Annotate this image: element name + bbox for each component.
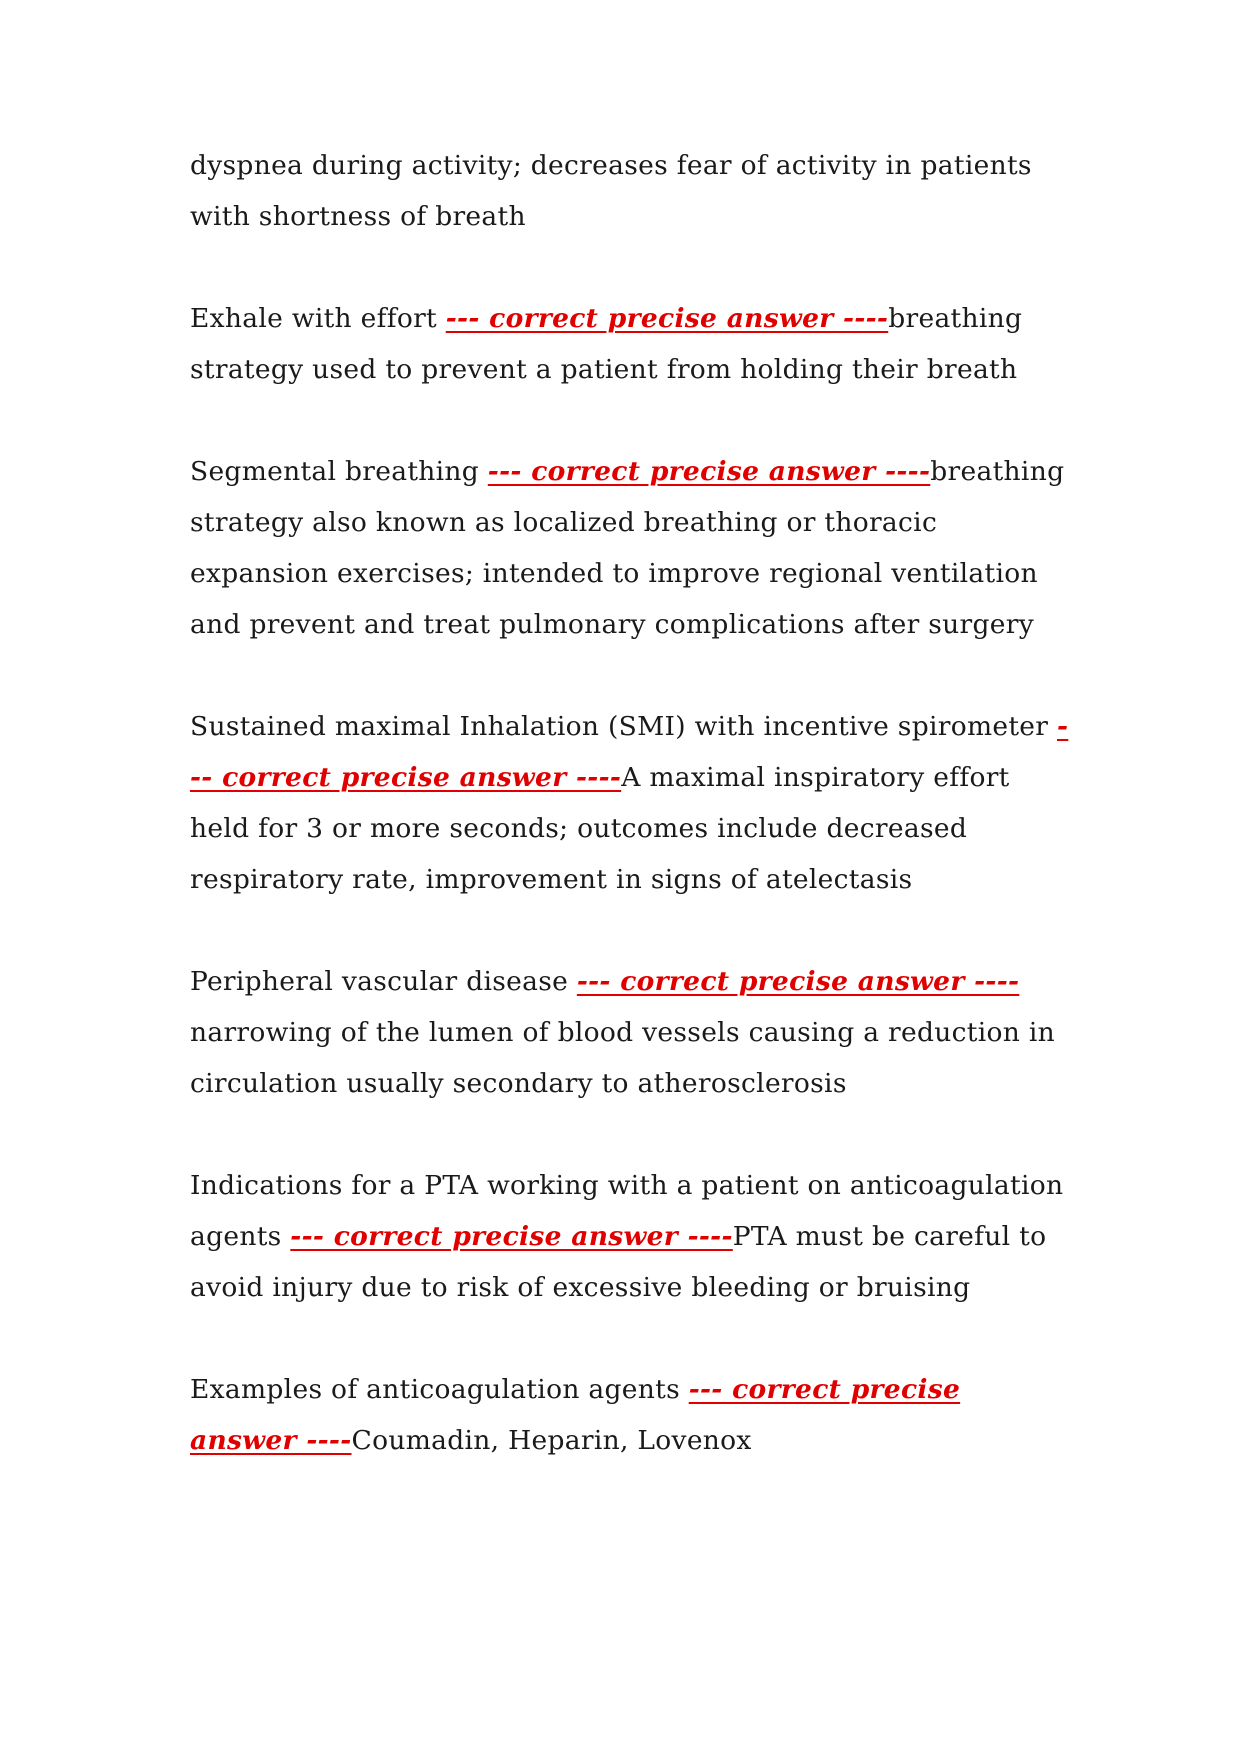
paragraph-term: Segmental breathing (190, 456, 488, 487)
paragraph-definition: breathing strategy used to prevent a patient from holding their breath (190, 303, 1023, 385)
paragraph-definition: A maximal inspiratory effort held for 3 or more seconds; outcomes include decreased respiratory rate, improvement in signs of atelectasis (190, 762, 1010, 895)
paragraph-sustained-maximal-inhalation (190, 701, 1070, 905)
paragraph-definition: dyspnea during activity; decreases fear of activity in patients with shortness of breath (190, 150, 1032, 232)
paragraph-term: Indications for a PTA working with a patient on anticoagulation agents (190, 1170, 1064, 1252)
paragraph-definition: breathing strategy also known as localized breathing or thoracic expansion exercises; intended to improve regional ventilation and prevent and treat pulmonary complications after surgery (190, 456, 1065, 640)
paragraph-dyspnea-continuation (190, 140, 1070, 242)
paragraph-definition: Coumadin, Heparin, Lovenox (351, 1425, 752, 1456)
paragraph-exhale-with-effort (190, 293, 1070, 395)
paragraph-term: Exhale with effort (190, 303, 446, 334)
answer-marker: --- correct precise answer ---- (190, 1374, 961, 1456)
document-body (190, 140, 1070, 1517)
paragraph-term: Peripheral vascular disease (190, 966, 577, 997)
paragraph-definition: PTA must be careful to avoid injury due to risk of excessive bleeding or bruising (190, 1221, 1047, 1303)
answer-marker: --- correct precise answer ---- (576, 966, 1020, 997)
paragraph-peripheral-vascular-disease (190, 956, 1070, 1109)
answer-marker: --- correct precise answer ---- (445, 303, 889, 334)
paragraph-term: Sustained maximal Inhalation (SMI) with incentive spirometer (190, 711, 1057, 742)
paragraph-definition: narrowing of the lumen of blood vessels causing a reduction in circulation usually secondary to atherosclerosis (190, 1017, 1055, 1099)
paragraph-term: Examples of anticoagulation agents (190, 1374, 689, 1405)
paragraph-anticoagulation-examples (190, 1364, 1070, 1466)
paragraph-segmental-breathing (190, 446, 1070, 650)
paragraph-pta-anticoagulation-indications (190, 1160, 1070, 1313)
answer-marker: --- correct precise answer ---- (487, 456, 931, 487)
answer-marker: --- correct precise answer ---- (290, 1221, 733, 1252)
answer-marker: --- correct precise answer ---- (190, 711, 1069, 793)
